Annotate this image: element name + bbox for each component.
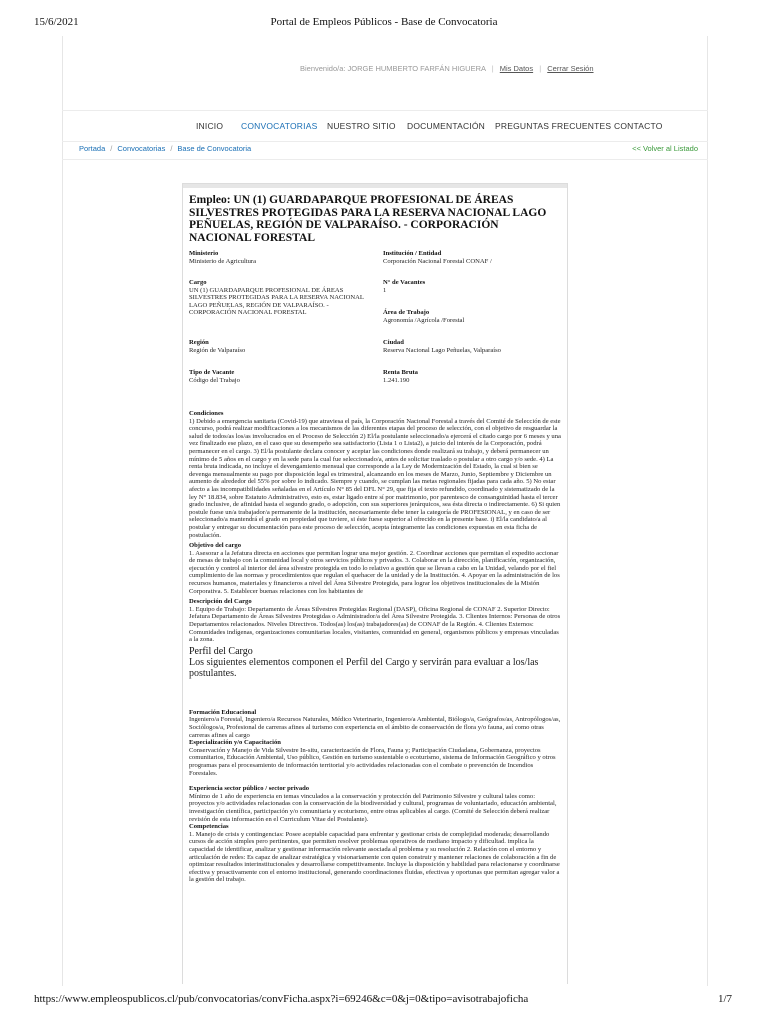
nav-item-documentacion[interactable]: DOCUMENTACIÓN — [407, 121, 485, 131]
field-vacantes — [383, 279, 573, 294]
section-objetivo — [189, 542, 561, 595]
field-renta — [383, 369, 573, 384]
section-text: 1. Asesorar a la Jefatura directa en acciones que permitan lograr una mejor gestión. 2. Coordinar acciones que permitan el expedito accionar de mesas de trabajo con la comunidad local y otros servicios públicos y privados. 3. Colaborar en la dirección, planificación, organización, ejecución y control al interior del área silvestre protegida en todo lo relativo a gestión que se llevan a cabo en la Unidad, velando por el fiel cumplimiento de las normas y procedimientos que regulan el quehacer de la unidad y de la Institución. 4. Apoyar en la administración de los recursos humanos, materiales y financieros a nivel del Área Silvestre Protegida, para lograr los objetivos institucionales de la Misión Corporativa. 5. Establecer buenas relaciones con los habitantes de — [189, 549, 560, 595]
field-label: N° de Vacantes — [383, 279, 426, 286]
job-content — [189, 194, 561, 884]
field-institucion — [383, 250, 573, 265]
nav-item-inicio[interactable]: INICIO — [196, 121, 224, 131]
field-value: Corporación Nacional Forestal CONAF / — [383, 257, 492, 265]
print-date: 15/6/2021 — [34, 16, 79, 28]
field-value: Código del Trabajo — [189, 376, 240, 384]
print-url: https://www.empleospublicos.cl/pub/convocatorias/convFicha.aspx?i=69246&c=0&j=0&tipo=avisotrabajoficha — [34, 993, 529, 1005]
section-label: Objetivo del cargo — [189, 542, 242, 550]
print-header — [0, 16, 768, 30]
breadcrumb-portada[interactable]: Portada — [79, 144, 106, 153]
welcome-text: Bienvenido/a: JORGE HUMBERTO FARFÁN HIGUERA — [300, 64, 486, 73]
field-ministerio — [189, 250, 379, 265]
breadcrumb-convocatorias[interactable]: Convocatorias — [117, 144, 166, 153]
section-experiencia — [189, 785, 561, 884]
field-value: Reserva Nacional Lago Peñuelas, Valparaíso — [383, 346, 501, 354]
logout-link[interactable]: Cerrar Sesión — [547, 64, 594, 73]
print-title: Portal de Empleos Públicos - Base de Convocatoria — [270, 16, 498, 28]
user-bar-separator: | — [491, 64, 494, 73]
field-value: 1.241.190 — [383, 376, 410, 384]
nav-item-preguntas-frecuentes[interactable]: PREGUNTAS FRECUENTES — [495, 121, 612, 131]
nav-item-convocatorias[interactable]: CONVOCATORIAS — [241, 121, 318, 131]
field-label: Área de Trabajo — [383, 309, 430, 316]
field-label: Ministerio — [189, 250, 219, 257]
field-value: Ministerio de Agricultura — [189, 257, 257, 265]
section-label: Formación Educacional — [189, 708, 257, 716]
section-label: Competencias — [189, 823, 229, 831]
field-label: Cargo — [189, 279, 207, 286]
back-to-list-link[interactable]: << Volver al Listado — [632, 144, 698, 153]
breadcrumb — [79, 144, 251, 153]
breadcrumb-divider-bottom — [62, 159, 708, 160]
nav-item-nuestro-sitio[interactable]: NUESTRO SITIO — [327, 121, 396, 131]
section-text: Ingeniero/a Forestal, Ingeniero/a Recursos Naturales, Médico Veterinario, Ingeniero/a Ambiental, Biólogo/a, Geógrafos/as, Antropólogos/as, Sociólogos/a, Profesional de carreras afines al turismo con experiencia en el ámbito de conservación de flora y/o fauna, así como otras carreras afines al cargo — [189, 716, 561, 739]
field-label: Región — [189, 339, 209, 346]
field-label: Tipo de Vacante — [189, 369, 235, 376]
perfil-subtitle: Los siguientes elementos componen el Perfil del Cargo y servirán para evaluar a los/las postulantes. — [189, 656, 539, 679]
field-value: Región de Valparaíso — [189, 346, 246, 354]
field-area — [383, 309, 573, 324]
print-footer — [0, 993, 768, 1007]
field-region — [189, 339, 379, 354]
my-data-link[interactable]: Mis Datos — [499, 64, 534, 73]
section-label: Especialización y/o Capacitación — [189, 739, 281, 747]
user-bar — [300, 64, 660, 73]
breadcrumb-separator: / — [110, 144, 113, 153]
job-card-topbar — [183, 184, 567, 188]
breadcrumb-separator: / — [170, 144, 173, 153]
field-cargo — [189, 279, 375, 317]
section-formacion — [189, 709, 561, 777]
section-text: Mínimo de 1 año de experiencia en temas vinculados a la conservación y protección del Patrimonio Silvestre y cultural tales como: proyectos y/o actividades relacionadas con la conservación de la biodiversidad y cultural, programas de voluntariado, educación ambiental, investigación científica, participación y/o comunitaria y ecoturismo, entre otras aplicables al cargo. (Comité de Selección deberá realizar revisión de esta información en el Curriculum Vitae del Postulante). — [189, 792, 557, 823]
job-fields — [189, 250, 561, 392]
nav-item-contacto[interactable]: CONTACTO — [614, 121, 663, 131]
section-text: 1) Debido a emergencia sanitaria (Covid-19) que atraviesa el país, la Corporación Nacional Forestal a través del Comité de Selección de este concurso, podrá realizar modificaciones a los mecanismos de las diferentes etapas del proceso de selección, con el objetivo de resguardar la salud de todos/as los/as involucrados en el Proceso de Selección 2) El/la postulante seleccionado/a ejercerá el citado cargo por 6 meses y una vez finalizado ese plazo, en el caso que su desempeño sea satisfactorio (Lista 1 o Lista2), a juicio del interés de la Corporación, podrá permanecer en el cargo. 3) El/la postulante declara conocer y aceptar las condiciones donde realizará su trabajo, y deberá permanecer un mínimo de 5 años en el cargo y en la sede para la cual fue seleccionado/a, antes de solicitar traslado o postular a otro cargo y/o sede. 4) La renta bruta indicada, no incluye el devengamiento mensual que corresponde a la Ley de Modernización del Estado, la cual si bien se devenga mensualmente su pago por disposición legal es trimestral, alcanzando en los meses de Marzo, Junio, Septiembre y Diciembre un aumento de alrededor del 55% por sobre lo indicado. Siempre y cuando, se cumplan las metas regionales fijadas para cada año. 5) No estar afecto a las incompatibilidades señaladas en el Artículo N° 85 del DFL N° 29, que fija el texto refundido, coordinado y sistematizado de la ley N° 18.834, sobre Estatuto Administrativo, esto es, estar ligado entre sí por matrimonio, por parentesco de consanguinidad hasta el tercer grado inclusive, de afinidad hasta el segundo grado, o adopción, con sus superiores jerárquicos, sea ésta directa o indirectamente. 6) Si quien postule fuese un/a trabajador/a permanente de la institución, necesariamente debe tener la categoría de PROFESIONAL, y en caso de ser seleccionado/a mantendrá el grado en propiedad que tuviere, si éste fuese superior al ofrecido en la presente base. i) El/la candidato/a al postular y entregar su documentación para este proceso de selección, acepta íntegramente las condiciones expuestas en esta ficha de postulación. — [189, 417, 561, 539]
field-label: Renta Bruta — [383, 369, 418, 376]
section-text: 1. Equipo de Trabajo: Departamento de Áreas Silvestres Protegidas Regional (DASP), Oficina Regional de CONAF 2. Superior Directo: Jefatura Departamento de Áreas Silvestres Protegidas o Administrador/a del Área Silvestre Protegida. 3. Clientes Internos: Personas de otros Departamentos relacionados. Niveles Directivos. Todos(as) los(as) trabajadores(as) de CONAF de la Región. 4. Clientes Externos: Comunidades indígenas, organizaciones comunitarias locales, visitantes, comunidad en general, organismos públicos y empresas vinculadas a la zona. — [189, 605, 561, 644]
breadcrumb-current: Base de Convocatoria — [177, 144, 252, 153]
section-descripcion — [189, 598, 561, 644]
breadcrumb-divider — [62, 141, 708, 142]
section-text: Conservación y Manejo de Vida Silvestre In-situ, caracterización de Flora, Fauna y; Participación Ciudadana, Gobernanza, proyectos comunitarios, Educación Ambiental, Uso público, Gestión en turismo sustentable o ecoturismo, sistema de Información Geográfico y otros programas para el procesamiento de información territorial y/o actividades relacionadas con el combate o prevención de Incendios Forestales. — [189, 746, 556, 777]
print-page-number: 1/7 — [717, 993, 732, 1005]
field-ciudad — [383, 339, 573, 354]
section-label: Descripción del Cargo — [189, 598, 252, 606]
field-value: UN (1) GUARDAPARQUE PROFESIONAL DE ÁREAS SILVESTRES PROTEGIDAS PARA LA RESERVA NACIONAL LAGO PEÑUELAS, REGIÓN DE VALPARAÍSO. - CORPORACIÓN NACIONAL FORESTAL — [189, 286, 364, 317]
field-label: Institución / Entidad — [383, 250, 442, 257]
field-tipo-vacante — [189, 369, 379, 384]
header-divider — [62, 110, 708, 111]
section-condiciones — [189, 410, 561, 539]
page-frame-left — [62, 36, 63, 986]
page-frame-right — [707, 36, 708, 986]
field-value: Agronomía /Agrícola /Forestal — [383, 316, 465, 324]
user-bar-separator: | — [539, 64, 542, 73]
section-label: Experiencia sector público / sector privado — [189, 785, 310, 793]
section-label: Condiciones — [189, 410, 224, 417]
section-text: 1. Manejo de crisis y contingencias: Posee aceptable capacidad para enfrentar y gestionar crisis de complejidad moderada; desarrollando cursos de acción simples pero pertinentes, que permiten resolver problemas operativos de mediano impacto y dificultad. implica la capacidad de identificar, analizar y gestionar información relevante asociada al problema y su resolución 2. Relación con el entorno y articulación de redes: Es capaz de analizar estratégica y visionariamente con quien construir y mantener relaciones de colaboración a fin de optimizar resultados interinstitucionales y desarrollarse competitivamente. Incluye la disposición y habilidad para relacionarse y coordinarse efectiva y proactivamente con el entorno institucional, generando coordinaciones fluidas, efectivas y oportunas que permitan agregar valor a la gestión del trabajo. — [189, 830, 560, 884]
field-value: 1 — [383, 286, 387, 294]
perfil-title: Perfil del Cargo — [189, 645, 253, 657]
job-title: Empleo: UN (1) GUARDAPARQUE PROFESIONAL DE ÁREAS SILVESTRES PROTEGIDAS PARA LA RESERVA NACIONAL LAGO PEÑUELAS, REGIÓN DE VALPARAÍSO. - CORPORACIÓN NACIONAL FORESTAL — [189, 194, 547, 244]
field-label: Ciudad — [383, 339, 404, 346]
